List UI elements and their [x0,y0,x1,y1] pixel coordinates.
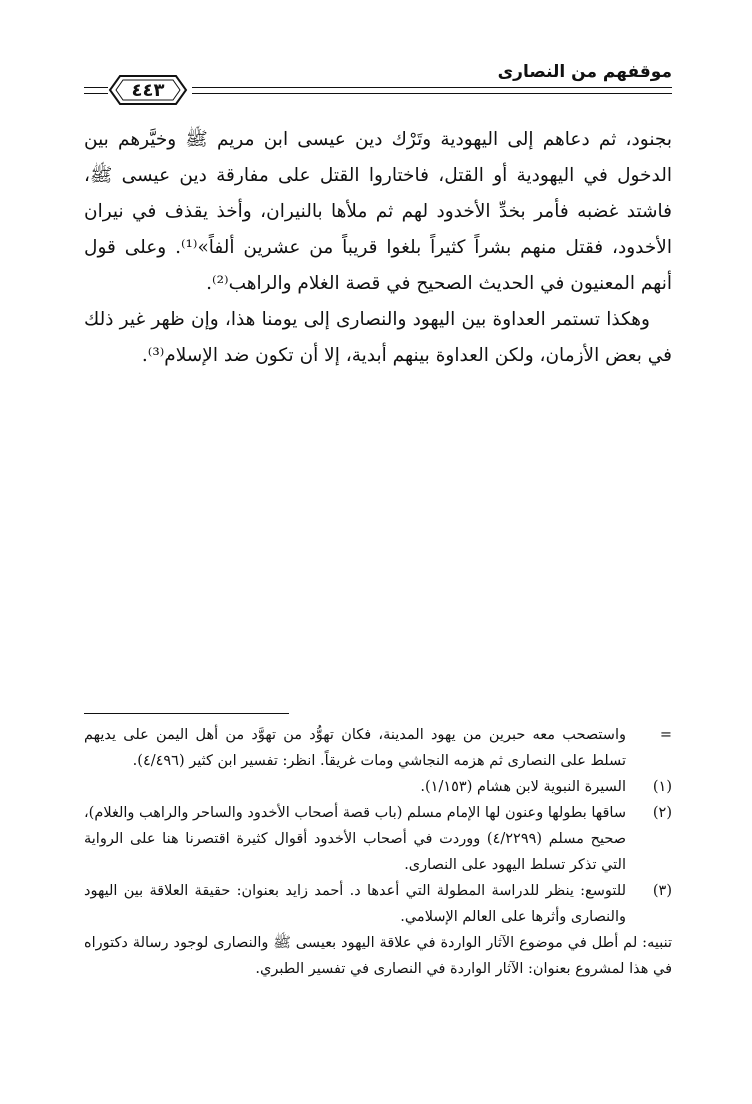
footnote-text: للتوسع: ينظر للدراسة المطولة التي أعدها د. أحمد زايد بعنوان: حقيقة العلاقة بين اليهود والنصارى وأثرها على العالم الإسلامي. [84,883,626,925]
footnote-number: (٣) [652,883,672,899]
page-header [84,56,672,112]
main-text [84,122,672,374]
paragraph: وهكذا تستمر العداوة بين اليهود والنصارى إلى يومنا هذا، وإن ظهر غير ذلك في بعض الأزمان، ولكن العداوة بينهم أبدية، إلا أن تكون ضد الإسلام⁽³⁾. [84,309,672,366]
paragraph: بجنود، ثم دعاهم إلى اليهودية وتَرْك دين عيسى ابن مريم ﷺ وخيَّرهم بين الدخول في اليهودية أو القتل، فاختاروا القتل على مفارقة دين عيسى ﷺ، فاشتد غضبه فأمر بخدِّ الأخدود لهم ثم ملأها بالنيران، وأخذ يقذف في نيران الأخدود، فقتل منهم بشراً كثيراً بلغوا قريباً من عشرين ألفاً»⁽¹⁾. وعلى قول أنهم المعنيون في الحديث الصحيح في قصة الغلام والراهب⁽²⁾. [84,129,672,294]
footnote-3 [84,878,672,930]
footnote-continuation [84,722,672,774]
page-number: ٤٤٣ [131,79,165,101]
footnote-text: السيرة النبوية لابن هشام (١/١٥٣). [420,779,626,795]
footnote-separator [84,713,289,714]
continuation-marker: = [659,727,672,743]
footnote-number: (٢) [652,805,672,821]
footnote-3-note [84,930,672,982]
header-double-rule-short [84,87,108,94]
footnote-text: واستصحب معه حبرين من يهود المدينة، فكان تهوُّد من تهوَّد من أهل اليمن على يديهم تسلط على النصارى ثم هزمه النجاشي ومات غريقاً. انظر: تفسير ابن كثير (٤/٤٩٦). [84,727,626,769]
header-double-rule [192,87,672,94]
footnote-note-text: تنبيه: لم أطل في موضوع الآثار الواردة في علاقة اليهود بعيسى ﷺ والنصارى لوجود رسالة دكتوراه في هذا لمشروع بعنوان: الآثار الواردة في النصارى في تفسير الطبري. [84,935,672,977]
page-number-frame [108,73,188,107]
footnote-1 [84,774,672,800]
footnote-number: (١) [652,779,672,795]
running-title: موقفهم من النصارى [497,62,672,82]
footnote-2 [84,800,672,878]
footnote-text: ساقها بطولها وعنون لها الإمام مسلم (باب قصة أصحاب الأخدود والساحر والراهب والغلام)، صحيح مسلم (٤/٢٢٩٩) ووردت في أصحاب الأخدود أقوال كثيرة اقتصرنا هنا على الرواية التي تذكر تسلط اليهود على النصارى. [84,805,627,873]
footnotes [84,722,672,982]
